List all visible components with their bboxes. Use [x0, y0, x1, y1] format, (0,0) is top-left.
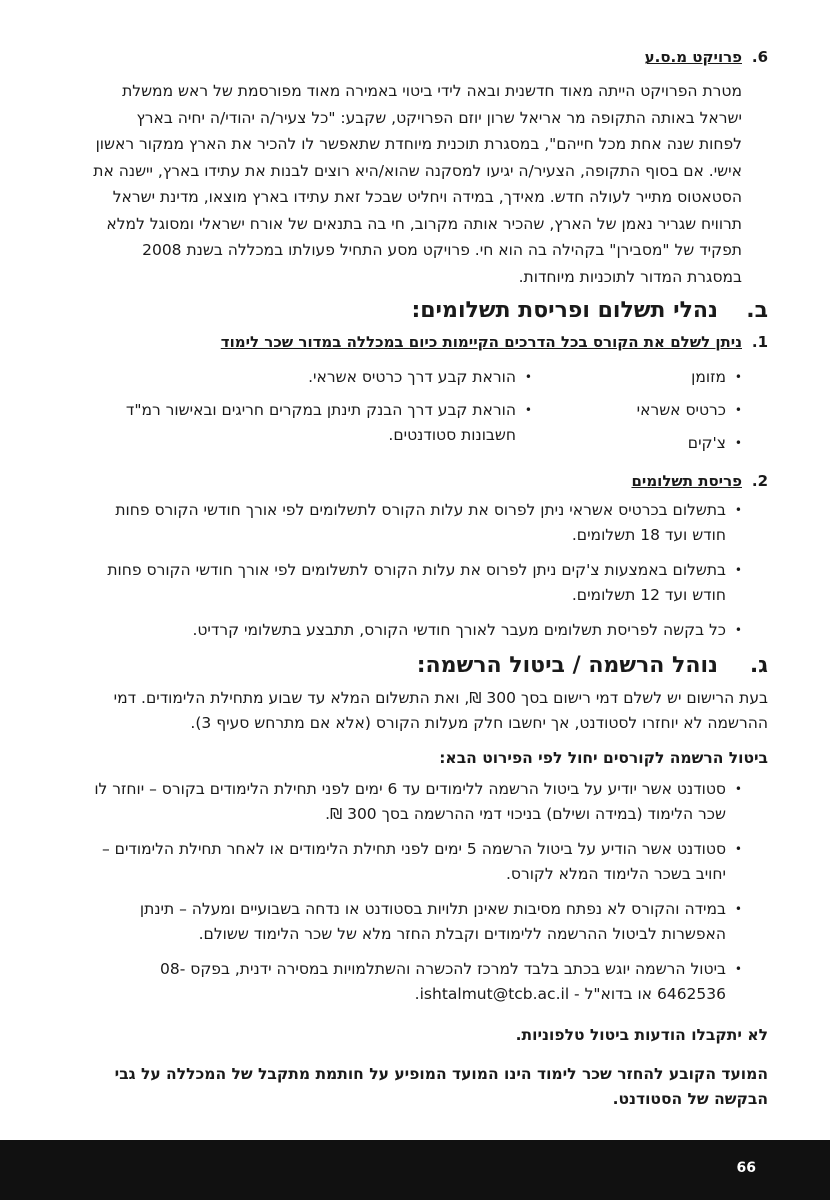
- payment-methods-heading: [92, 333, 768, 351]
- section-b-letter: ב.: [746, 298, 768, 323]
- list-item: • סטודנט אשר יודיע על ביטול הרשמה ללימודים עד 6 ימים לפני תחילת הלימודים בקורס – יוחזר לו שכר הלימוד (במידה ושילם) בניכוי דמי ההרשמה בסך 300 ₪.: [92, 777, 742, 827]
- cancellation-list: [92, 777, 768, 1007]
- payment-methods-title: ניתן לשלם את הקורס בכל הדרכים הקיימות כיום במכללה במדור שכר לימוד: [220, 333, 742, 351]
- installments-number: 2.: [751, 472, 768, 490]
- installments-list: [92, 498, 768, 643]
- list-item: • הוראת קבע דרך כרטיס אשראי.: [92, 365, 532, 390]
- cancellation-heading: ביטול הרשמה לקורסים יחול לפי הפירוט הבא:: [439, 749, 768, 767]
- section-6-heading: [92, 48, 768, 66]
- page-content: [92, 48, 768, 1112]
- payment-methods-list-left: [92, 365, 532, 464]
- list-item: • סטודנט אשר הודיע על ביטול הרשמה 5 ימים לפני תחילת הלימודים או לאחר תחילת הלימודים – יחויב בשכר הלימוד המלא לקורס.: [92, 837, 742, 887]
- list-item: • במידה והקורס לא נפתח מסיבות שאינן תלויות בסטודנט או נדחה בשבועיים ומעלה – תינתן האפשרות לביטול ההרשמה ללימודים וקבלת החזר מלא של שכר הלימוד ששולם.: [92, 897, 742, 947]
- list-item: • מזומן: [532, 365, 742, 390]
- list-item: • כל בקשה לפריסת תשלומים מעבר לאורך חודשי הקורס, תתבצע בתשלומי קרדיט.: [92, 618, 742, 643]
- list-item: • כרטיס אשראי: [532, 398, 742, 423]
- refund-date-notice: המועד הקובע להחזר שכר לימוד הינו המועד המופיע על חותמת מתקבל של המכללה על גבי הבקשה של הסטודנט.: [114, 1065, 768, 1108]
- registration-intro: בעת הרישום יש לשלם דמי רישום בסך 300 ₪, ואת התשלום המלא עד שבוע מתחילת הלימודים. דמי ההרשמה לא יוחזרו לסטודנט, אך יחשבו חלק מעלות הקורס (אלא אם מתרחש סעיף 3).: [113, 689, 768, 732]
- footer-bar: [0, 1140, 830, 1200]
- section-g-heading: [92, 653, 768, 678]
- list-item: • הוראת קבע דרך הבנק תינתן במקרים חריגים ובאישור רמ"ד חשבונות סטודנטים.: [92, 398, 532, 448]
- section-6-title: פרויקט מ.ס.ע: [644, 48, 742, 66]
- section-g-title: נוהל הרשמה / ביטול הרשמה:: [416, 653, 718, 678]
- list-item: • צ'קים: [532, 431, 742, 456]
- payment-methods-number: 1.: [751, 333, 768, 351]
- installments-heading: [92, 472, 768, 490]
- installments-title: פריסת תשלומים: [631, 472, 742, 490]
- section-6-number: 6.: [751, 48, 768, 66]
- section-g-letter: ג.: [749, 653, 768, 678]
- section-6-paragraph: מטרת הפרויקט הייתה מאוד חדשנית ובאה לידי ביטוי באמירה מאוד מפורסמת של ראש ממשלת ישראל באותה התקופה מר אריאל שרון יוזם הפרויקט, שקבע: "כל צעיר/ה יהודי/ה יחיה בארץ לפחות שנה אחת מכל חייהם", במסגרת תוכנית מיוחדת שתאפשר לו להכיר את הארץ ממקור ראשון אישי. אם בסוף התקופה, הצעיר/ה יגיעו למסקנה שהוא/היא רוצים לבנות את עתידו בארץ, יישנה את הסטאטוס מתייר לעולה חדש. מאידך, במידה ויחליט שבכל זאת עתידו בארץ מוצאו, מדינת ישראל תרוויח שגריר נאמן של הארץ, שהכיר אותה מקרוב, חי בה בתנאים של אורח ישראלי ומסוגל למלא תפקיד של "מסבירן" בקהילה בה הוא חי. פרויקט מסע התחיל פעולתו במכללה בשנת 2008 במסגרת המדור לתוכניות מיוחדות.: [93, 82, 742, 286]
- no-phone-cancellation-notice: לא יתקבלו הודעות ביטול טלפוניות.: [515, 1026, 768, 1044]
- list-item: • ביטול הרשמה יוגש בכתב בלבד למרכז להכשרה והשתלמויות במסירה ידנית, בפקס 08-6462536 או בדוא"ל - ishtalmut@tcb.ac.il.: [92, 957, 742, 1007]
- page-number: 66: [736, 1160, 756, 1176]
- section-b-heading: [92, 298, 768, 323]
- payment-methods-columns: [92, 365, 768, 464]
- list-item: • בתשלום באמצעות צ'קים ניתן לפרוס את עלות הקורס לתשלומים לפי אורך חודשי הקורס פחות חודש ועד 12 תשלומים.: [92, 558, 742, 608]
- section-b-title: נהלי תשלום ופריסת תשלומים:: [411, 298, 718, 323]
- list-item: • בתשלום בכרטיס אשראי ניתן לפרוס את עלות הקורס לתשלומים לפי אורך חודשי הקורס פחות חודש ועד 18 תשלומים.: [92, 498, 742, 548]
- payment-methods-list-right: [532, 365, 742, 464]
